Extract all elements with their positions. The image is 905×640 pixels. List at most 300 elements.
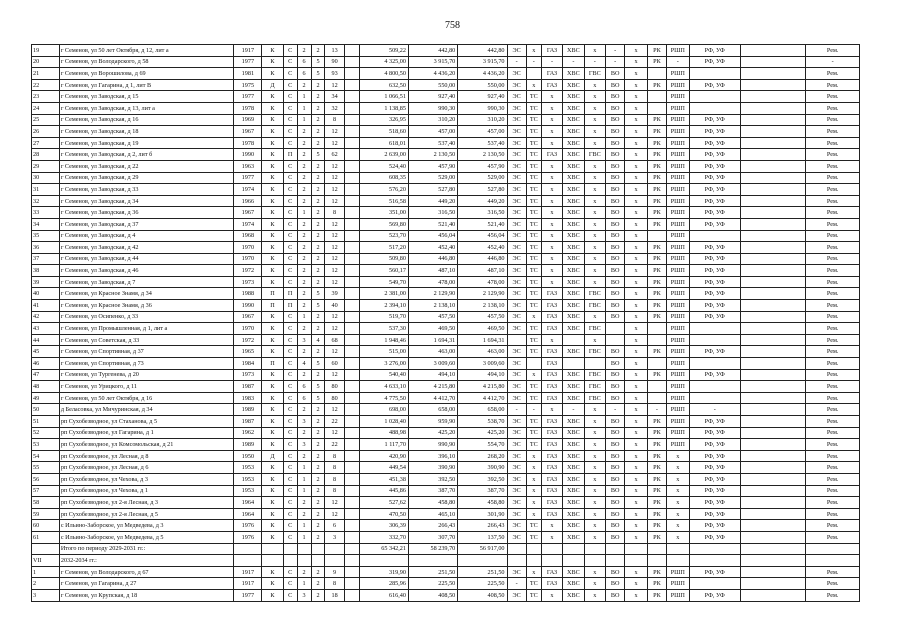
table-cell: г Семенов, ул Заводская, д 7 [59,276,234,288]
table-cell: - [507,56,526,68]
table-cell: х [625,520,647,532]
table-cell: 1964 [234,497,262,509]
table-cell: х [526,566,541,578]
table-cell [647,358,666,370]
table-cell: х [584,45,605,57]
table-cell: 24 [32,102,60,114]
table-cell: 30 [32,172,60,184]
table-cell: 56 [32,473,60,485]
table-cell [526,555,541,567]
table-cell [689,102,740,114]
table-cell: 3 [297,334,311,346]
table-cell: ВО [606,358,625,370]
table-cell: 2 130,50 [458,149,507,161]
table-cell: 43 [32,323,60,335]
table-cell: ВО [606,91,625,103]
table-cell: - [689,404,740,416]
table-cell: ВО [606,392,625,404]
table-cell [689,91,740,103]
table-cell: ВО [606,497,625,509]
table-cell: С [283,578,297,590]
table-cell [689,578,740,590]
table-cell: ЭС [507,149,526,161]
table-row [32,149,860,161]
table-cell: х [625,45,647,57]
table-cell [689,543,740,555]
table-cell: Рем. [806,358,860,370]
table-cell: 1 [32,566,60,578]
table-cell [740,265,805,277]
table-cell: ЭС [507,91,526,103]
table-cell: ГАЗ [541,462,562,474]
table-row [32,508,860,520]
table-cell: г Семенов, ул 50 лет Октября, д 12, лит а [59,45,234,57]
table-cell: К [262,404,283,416]
table-cell: ГАЗ [541,369,562,381]
table-cell: ТС [526,288,541,300]
table-cell: 1 [297,102,311,114]
table-cell: ЭС [507,195,526,207]
table-cell: х [541,531,562,543]
table-cell: К [262,68,283,80]
table-cell: Рем. [806,369,860,381]
table-cell: ВО [606,149,625,161]
table-cell: 518,60 [359,126,408,138]
table-cell: ВО [606,288,625,300]
table-cell: Рем. [806,126,860,138]
table-cell: С [283,230,297,242]
table-cell: ГАЗ [541,416,562,428]
table-cell: 12 [325,427,344,439]
table-cell: С [283,346,297,358]
table-cell: Рем. [806,195,860,207]
table-cell: ТС [526,91,541,103]
table-cell: 420,90 [359,450,408,462]
table-cell: РШП [667,392,689,404]
table-cell: рп Сухобезводное, ул 2-я Лесная, д 3 [59,497,234,509]
table-cell: 1977 [234,56,262,68]
table-cell: ЭС [507,485,526,497]
table-cell: РШП [667,160,689,172]
table-cell: 5 [311,392,325,404]
table-cell: - [507,404,526,416]
table-cell: ЭС [507,416,526,428]
table-cell: ВО [606,137,625,149]
table-cell: Рем. [806,45,860,57]
table-cell [344,79,359,91]
table-cell: - [563,56,584,68]
table-cell: - [606,45,625,57]
table-cell: 457,50 [458,311,507,323]
table-cell: х [625,334,647,346]
table-cell: 12 [325,137,344,149]
table-cell: ГАЗ [541,578,562,590]
table-cell: ЭС [507,392,526,404]
table-cell: 1976 [234,520,262,532]
table-cell: С [283,56,297,68]
table-cell: г Семенов, ул Заводская, д 37 [59,218,234,230]
table-cell: ХВС [563,253,584,265]
table-cell: 12 [325,184,344,196]
table-cell: 61 [32,531,60,543]
table-cell: К [262,114,283,126]
table-cell: 425,20 [458,427,507,439]
table-cell: 2 [311,160,325,172]
table-cell: РФ, УФ [689,427,740,439]
table-cell: К [262,172,283,184]
table-cell: 23 [32,91,60,103]
table-cell: х [667,497,689,509]
table-cell: К [262,369,283,381]
table-cell: 451,38 [359,473,408,485]
table-cell: РШП [667,346,689,358]
table-cell: ВО [606,276,625,288]
table-cell: ТС [526,207,541,219]
table-row [32,473,860,485]
table-cell: ВО [606,427,625,439]
table-cell: 37 [32,253,60,265]
table-cell: ХВС [563,439,584,451]
table-cell: РШП [667,276,689,288]
table-cell: С [283,531,297,543]
table-cell: х [541,253,562,265]
table-cell: 465,10 [408,508,457,520]
table-cell [740,91,805,103]
table-cell: РФ, УФ [689,416,740,428]
table-cell: ХВС [563,392,584,404]
table-cell: К [262,230,283,242]
table-cell: 38 [32,265,60,277]
table-cell: г Семенов, ул Заводская, д 33 [59,184,234,196]
table-cell: 12 [325,242,344,254]
table-cell: 618,01 [359,137,408,149]
table-cell: РШП [667,578,689,590]
table-cell: ХВС [563,485,584,497]
table-cell: 2 [297,508,311,520]
table-cell: ХВС [563,68,584,80]
table-cell [584,543,605,555]
table-cell: РК [647,300,666,312]
table-cell: 3 009,60 [408,358,457,370]
table-cell: 2 [311,566,325,578]
table-cell: х [584,184,605,196]
table-cell [647,555,666,567]
table-cell: Рем. [806,520,860,532]
table-cell: ЭС [507,79,526,91]
table-cell: РФ, УФ [689,369,740,381]
table-cell: 519,70 [359,311,408,323]
table-cell [740,462,805,474]
table-cell: х [625,137,647,149]
table-cell: 1970 [234,323,262,335]
table-cell [359,555,408,567]
table-cell: х [584,439,605,451]
table-cell: х [625,497,647,509]
table-cell [344,126,359,138]
table-cell: 527,62 [359,497,408,509]
table-cell: 549,70 [359,276,408,288]
table-cell: х [584,242,605,254]
table-cell: ЭС [507,265,526,277]
table-cell: РК [647,439,666,451]
table-cell: х [625,311,647,323]
table-cell: 40 [32,288,60,300]
table-cell: РШП [667,149,689,161]
table-cell: Рем. [806,346,860,358]
table-cell: 2 [297,172,311,184]
table-cell: Д [262,79,283,91]
table-cell [344,230,359,242]
table-cell: ЭС [507,427,526,439]
table-cell: 509,22 [359,45,408,57]
table-cell: ГАЗ [541,485,562,497]
table-cell: С [283,218,297,230]
table-cell: г Семенов, ул Заводская, д 36 [59,207,234,219]
table-cell [344,300,359,312]
table-cell: Рем. [806,566,860,578]
table-cell: 4 215,80 [458,381,507,393]
table-cell: 2 [311,137,325,149]
table-cell: 469,50 [458,323,507,335]
table-cell: 12 [325,346,344,358]
table-cell: С [283,462,297,474]
table-cell: ХВС [563,149,584,161]
table-cell: РК [647,137,666,149]
table-cell: 5 [311,300,325,312]
table-cell [740,589,805,601]
table-cell: ВО [606,520,625,532]
table-cell: 457,00 [458,126,507,138]
table-cell: К [262,346,283,358]
table-cell: 62 [325,149,344,161]
table-cell: х [625,288,647,300]
table-cell: 658,00 [408,404,457,416]
table-cell [689,381,740,393]
table-cell [689,392,740,404]
table-cell: ЭС [507,450,526,462]
table-cell: С [283,311,297,323]
table-cell: х [625,369,647,381]
table-cell: С [283,68,297,80]
table-cell: РК [647,195,666,207]
table-cell: С [283,323,297,335]
table-cell: 2 381,00 [359,288,408,300]
table-cell: РШП [667,218,689,230]
table-cell: ВО [606,566,625,578]
table-cell: 1967 [234,126,262,138]
table-cell: х [625,218,647,230]
table-cell: х [625,323,647,335]
table-cell: 351,00 [359,207,408,219]
table-cell: х [584,578,605,590]
table-cell: ТС [526,114,541,126]
table-cell [344,439,359,451]
table-cell [344,149,359,161]
table-cell: 445,86 [359,485,408,497]
table-cell: 4 436,20 [408,68,457,80]
table-cell: Рем. [806,531,860,543]
table-cell: 28 [32,149,60,161]
table-cell: 3 [297,589,311,601]
table-cell [283,543,297,555]
table-cell: х [667,520,689,532]
table-cell: х [667,508,689,520]
table-cell: 1962 [234,427,262,439]
table-cell: ГВС [584,68,605,80]
table-cell: х [541,276,562,288]
table-cell: х [584,218,605,230]
table-cell [541,555,562,567]
table-cell [667,543,689,555]
table-cell: 60 [32,520,60,532]
table-cell: 55 [32,462,60,474]
table-cell: РК [647,427,666,439]
table-cell: 1970 [234,253,262,265]
section-header-row [32,555,860,567]
table-cell: х [584,416,605,428]
table-cell [740,45,805,57]
table-cell: ХВС [563,195,584,207]
table-cell: 58 239,70 [408,543,457,555]
table-cell: С [283,404,297,416]
table-cell: 990,30 [408,102,457,114]
table-cell: ХВС [563,102,584,114]
table-cell: 560,17 [359,265,408,277]
table-cell: х [526,508,541,520]
table-cell: х [667,485,689,497]
table-cell: рп Сухобезводное, ул Чехова, д 1 [59,485,234,497]
table-cell [584,358,605,370]
table-cell [740,416,805,428]
table-cell: К [262,531,283,543]
table-cell: С [283,91,297,103]
table-cell: 2 130,50 [408,149,457,161]
table-cell: РФ, УФ [689,218,740,230]
table-cell: 2 [297,566,311,578]
table-cell: РШП [667,91,689,103]
table-cell [344,358,359,370]
table-cell [740,172,805,184]
table-cell: 515,00 [359,346,408,358]
table-cell: ГВС [584,288,605,300]
table-cell: ТС [526,137,541,149]
table-cell: 80 [325,381,344,393]
table-cell: 1953 [234,473,262,485]
table-cell: х [541,404,562,416]
table-cell: РК [647,184,666,196]
table-cell: Рем. [806,91,860,103]
table-cell: г Семенов, ул Заводская, д 4 [59,230,234,242]
table-cell: Рем. [806,404,860,416]
table-cell: ЭС [507,369,526,381]
table-cell: 1 [297,462,311,474]
table-cell: 4 775,50 [359,392,408,404]
table-cell: ВО [606,218,625,230]
table-cell: ХВС [563,184,584,196]
table-cell: С [283,207,297,219]
table-cell: 1978 [234,137,262,149]
table-cell: ЭС [507,218,526,230]
table-cell: 1917 [234,578,262,590]
table-row [32,416,860,428]
table-cell: г Семенов, ул Заводская, д 46 [59,265,234,277]
table-row [32,358,860,370]
table-cell: РФ, УФ [689,462,740,474]
table-cell: РШП [667,68,689,80]
table-cell: х [584,404,605,416]
period-total-label: Итого по периоду 2029-2031 гг.: [59,543,234,555]
table-cell: Д [262,450,283,462]
table-cell: - [647,404,666,416]
table-cell: К [262,253,283,265]
table-cell: г Семенов, ул Заводская, д 42 [59,242,234,254]
table-cell: 39 [325,288,344,300]
table-cell: х [584,566,605,578]
table-cell: х [584,195,605,207]
table-cell: 4 [311,334,325,346]
table-cell: х [625,566,647,578]
table-cell: г Семенов, ул Тургенева, д 20 [59,369,234,381]
table-cell: 2 [311,578,325,590]
table-cell: ХВС [563,566,584,578]
table-cell: 2 [297,79,311,91]
table-cell: 4 325,00 [359,56,408,68]
table-cell [740,195,805,207]
table-cell: 2 [311,497,325,509]
table-cell: ХВС [563,427,584,439]
table-cell: VII [32,555,60,567]
table-cell: 2 [311,114,325,126]
table-cell: 251,50 [408,566,457,578]
table-cell: ГАЗ [541,346,562,358]
table-cell: 2 [311,473,325,485]
table-cell: х [584,531,605,543]
table-cell: РФ, УФ [689,276,740,288]
table-cell: 523,70 [359,230,408,242]
table-cell: К [262,323,283,335]
table-cell: 4 436,20 [458,68,507,80]
table-cell [344,218,359,230]
table-cell: К [262,497,283,509]
table-cell: ГВС [584,369,605,381]
table-cell: К [262,218,283,230]
table-cell: г Семенов, ул Промышленная, д 1, лит а [59,323,234,335]
table-cell [234,555,262,567]
table-cell: 537,30 [359,323,408,335]
table-cell: 1987 [234,416,262,428]
table-cell [344,508,359,520]
table-cell: РК [647,311,666,323]
table-cell: С [283,439,297,451]
table-cell: х [541,242,562,254]
table-cell: 524,40 [359,160,408,172]
table-cell [507,543,526,555]
table-cell: ТС [526,439,541,451]
table-cell [740,323,805,335]
table-cell [344,450,359,462]
table-cell: Рем. [806,207,860,219]
table-cell: 2 [297,218,311,230]
table-cell: 2 [311,207,325,219]
table-cell: Рем. [806,242,860,254]
table-cell: 6 [297,56,311,68]
table-cell: г Семенов, ул Заводская, д 18 [59,126,234,138]
table-row [32,45,860,57]
table-cell: 1989 [234,404,262,416]
table-cell: РФ, УФ [689,253,740,265]
table-cell: 1973 [234,369,262,381]
table-cell: РФ, УФ [689,566,740,578]
